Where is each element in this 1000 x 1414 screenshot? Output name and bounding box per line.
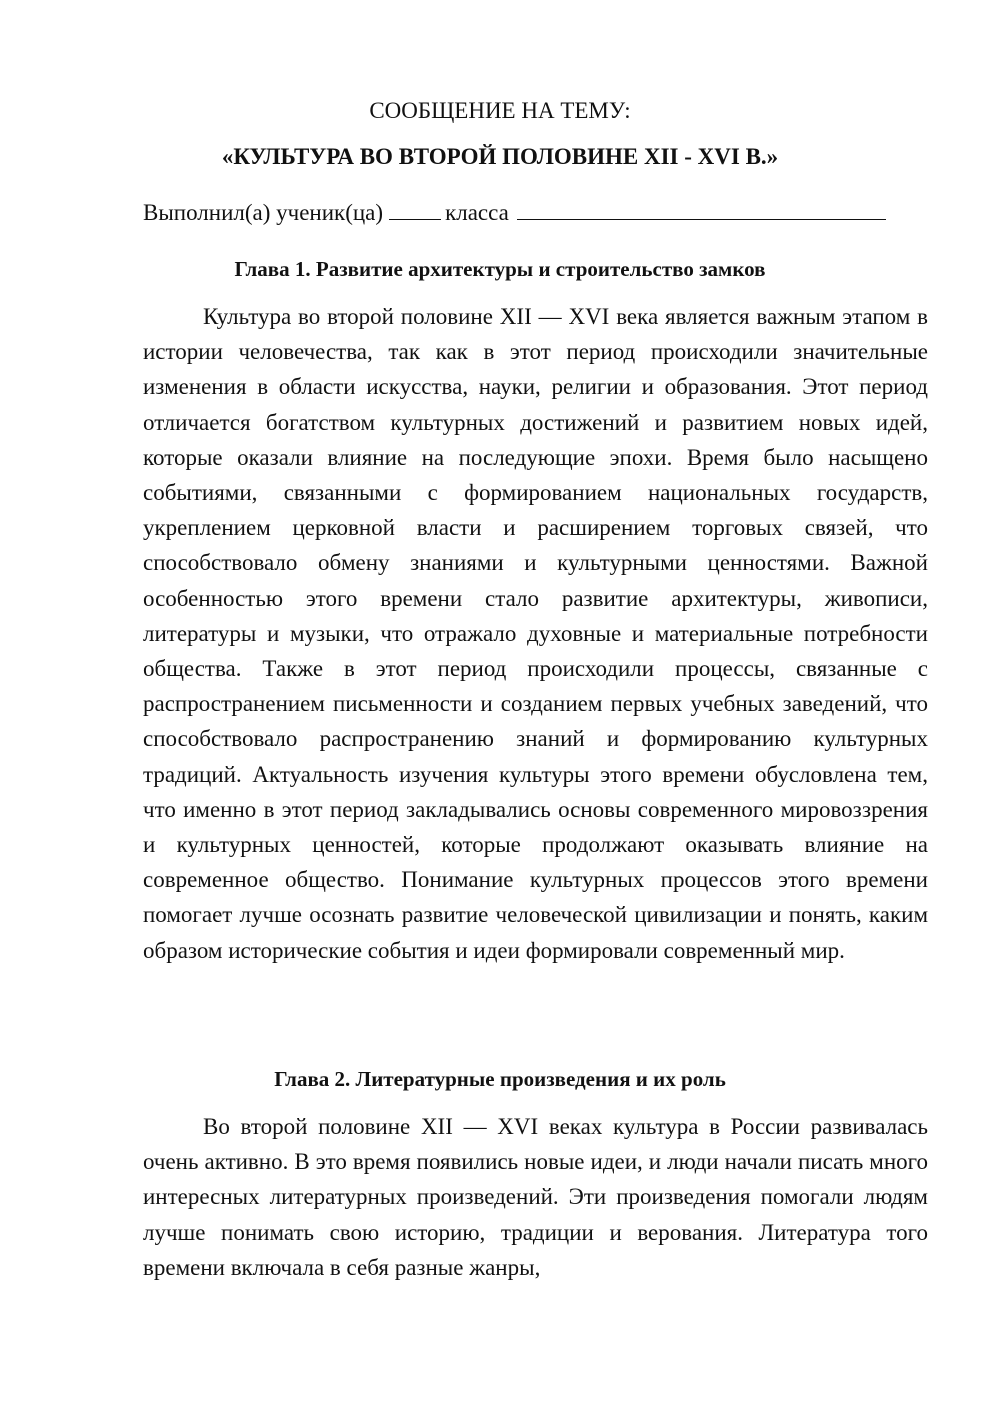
grade-blank — [389, 199, 441, 220]
class-label: класса — [445, 200, 509, 225]
document-title-line-2: «КУЛЬТУРА ВО ВТОРОЙ ПОЛОВИНЕ XII - XVI В.» — [221, 144, 779, 169]
chapter-2-paragraph: Во второй половине XII — XVI веках культура в России развивалась очень активно. В это время появились новые идеи, и люди начали писать много интересных литературных произведений. Эти произведения помогали людям лучше понимать свою историю, традиции и верования. Литература того времени включала в себя разные жанры, — [143, 1114, 928, 1280]
document-title-line-1: СООБЩЕНИЕ НА ТЕМУ: — [369, 98, 631, 123]
chapter-1-paragraph: Культура во второй половине XII — XVI века является важным этапом в истории человечества, так как в этот период происходили значительные изменения в области искусства, науки, религии и образования. Этот период отличается богатством культурных достижений и развитием новых идей, которые оказали влияние на последующие эпохи. Время было насыщено событиями, связанными с формированием национальных государств, укреплением церковной власти и расширением торговых связей, что способствовало обмену знаниями и культурными ценностями. Важной особенностью этого времени стало развитие архитектуры, живописи, литературы и музыки, что отражало духовные и материальные потребности общества. Также в этот период происходили процессы, связанные с распространением письменности и созданием первых учебных заведений, что способствовало распространению знаний и формированию культурных традиций. Актуальность изучения культуры этого времени обусловлена тем, что именно в этот период закладывались основы современного мировоззрения и культурных ценностей, которые продолжают оказывать влияние на современное общество. Понимание культурных процессов этого времени помогает лучше осознать развитие человеческой цивилизации и понять, каким образом исторические события и идеи формировали современный мир. — [143, 304, 928, 963]
author-line — [143, 198, 933, 228]
chapter-1-heading: Глава 1. Развитие архитектуры и строительство замков — [234, 257, 766, 281]
class-name-blank — [517, 199, 886, 220]
author-label: Выполнил(а) ученик(ца) — [143, 200, 384, 225]
chapter-2-heading: Глава 2. Литературные произведения и их роль — [274, 1067, 726, 1091]
